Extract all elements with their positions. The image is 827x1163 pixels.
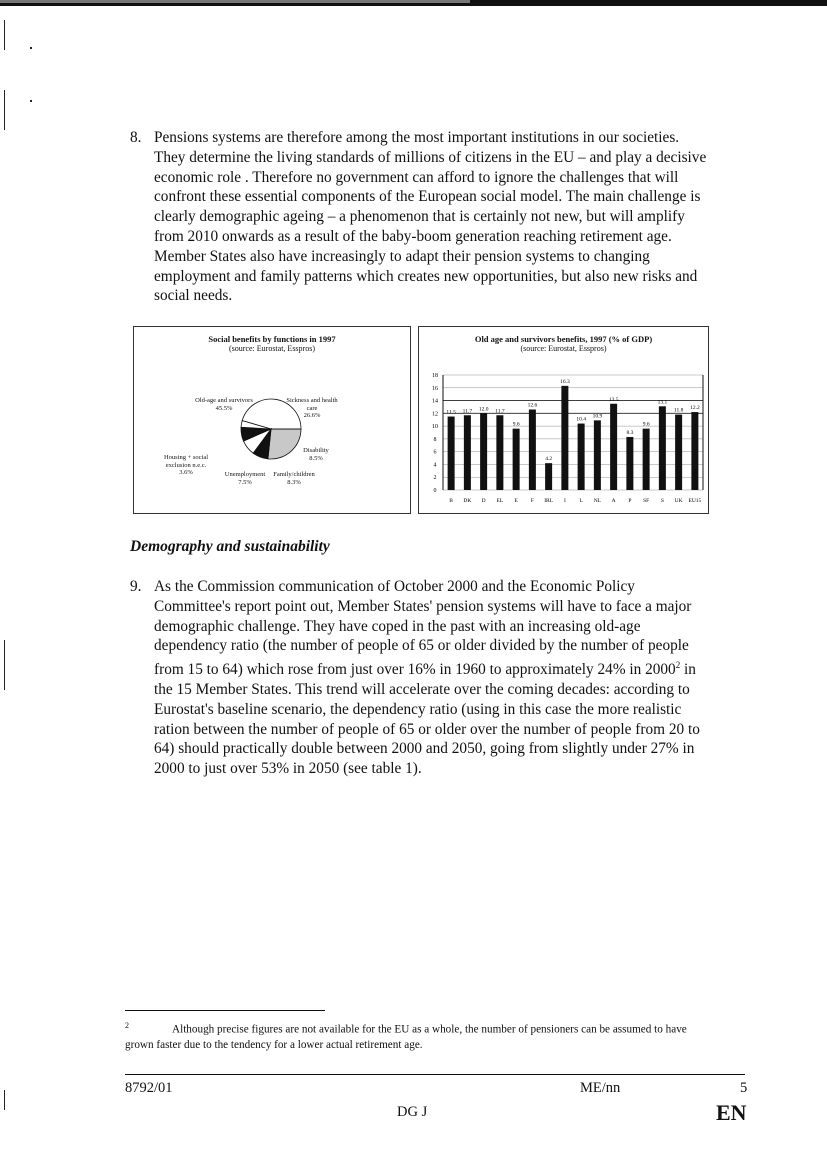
x-tick-label: P: [628, 498, 632, 504]
slice-label: Unemployment: [224, 471, 266, 478]
slice-label: Old-age and survivors: [195, 397, 253, 404]
chart-subtitle: (source: Eurostat, Esspros): [520, 344, 607, 353]
x-tick-label: UK: [674, 498, 683, 504]
bar: [675, 415, 682, 490]
y-tick-label: 2: [433, 475, 437, 482]
footnote-reference: 2: [675, 660, 681, 671]
y-tick-label: 8: [433, 436, 437, 443]
pie-label-disability: [294, 447, 338, 462]
bar: [496, 415, 503, 490]
paragraph-text-part: As the Commission communication of October 2000 and the Economic Policy Committee's report point out, Member States' pension systems will have to face a major demographic challenge. They have coped in the past with an increasing old-age dependency ratio (the number of people of 65 or older divided by the number of people from 15 to 64) which rose from just over 16% in 1960 to approximately 24% in 2000: [154, 578, 692, 679]
author-initials: ME/nn: [580, 1080, 621, 1096]
x-tick-label: SF: [643, 498, 650, 504]
pie-label-unemployment: [222, 471, 268, 486]
pie-chart: [134, 363, 410, 513]
bar-value-label: 11.8: [673, 407, 684, 414]
bar-value-label: 8.3: [626, 429, 634, 436]
slice-value: 3.6%: [179, 469, 193, 476]
y-tick-label: 16: [432, 385, 438, 392]
x-tick-label: L: [579, 498, 583, 504]
slice-label: Disability: [303, 447, 329, 454]
slice-value: 7.5%: [238, 478, 252, 486]
scan-top-border-light: [0, 0, 470, 3]
slice-label: Sickness and health care: [286, 397, 338, 412]
footnote-rule: [125, 1010, 325, 1011]
y-tick-label: 0: [433, 488, 437, 494]
x-tick-label: F: [530, 498, 534, 504]
bar: [480, 413, 487, 490]
chart-title: Old age and survivors benefits, 1997 (% of GDP): [474, 334, 653, 344]
page-number: 5: [740, 1080, 748, 1096]
x-tick-label: DK: [463, 498, 472, 504]
language-code: EN: [716, 1100, 747, 1125]
bar-value-label: 11.7: [495, 408, 505, 415]
x-tick-label: D: [481, 498, 486, 504]
footnote-text: Although precise figures are not available for the EU as a whole, the number of pensioners can be assumed to have grown faster due to the tendency for a lower actual retirement age.: [125, 1023, 687, 1052]
bar-value-label: 11.7: [462, 408, 473, 415]
bar-value-label: 12.6: [527, 402, 538, 409]
x-tick-label: B: [449, 498, 453, 504]
bar: [561, 386, 568, 490]
scan-mark: [30, 100, 32, 102]
bar: [448, 417, 455, 490]
x-tick-label: EL: [496, 498, 504, 504]
pie-label-housing: [162, 454, 210, 477]
section-heading: Demography and sustainability: [130, 538, 330, 555]
paragraph-9: [130, 577, 710, 779]
bar: [643, 429, 650, 490]
bar: [545, 463, 552, 490]
x-tick-label: A: [611, 498, 616, 504]
pie-chart-panel: [133, 326, 411, 514]
bar: [659, 406, 666, 490]
x-tick-label: NL: [593, 498, 602, 504]
paragraph-8: [130, 128, 710, 306]
footnote-mark: 2: [125, 1021, 129, 1030]
bar: [626, 437, 633, 490]
paragraph-text: [154, 577, 710, 779]
slice-value: 8.5%: [309, 454, 323, 462]
y-tick-label: 10: [432, 424, 438, 431]
scan-mark: [30, 47, 32, 49]
bar-value-label: 11.5: [446, 409, 456, 416]
slice-value: 45.5%: [215, 404, 233, 412]
bar: [529, 410, 536, 491]
x-tick-label: IRL: [544, 498, 554, 504]
pie-label-family: [264, 471, 324, 486]
scan-mark: [4, 640, 5, 690]
doc-number: 8792/01: [125, 1080, 173, 1096]
paragraph-text: Pensions systems are therefore among the most important institutions in our societies. They determine the living standards of millions of citizens in the EU – and play a decisive economic role . Therefore no government can afford to ignore the challenges that will confront these essential components of the European social model. The main challenge is clearly demographic ageing – a phenomenon that is certainly not new, but will amplify from 2010 onwards as a result of the baby-boom generation reaching retirement age. Member States also have increasingly to adapt their pension systems to changing employment and family patterns which creates new opportunities, but also new risks and social needs.: [154, 129, 707, 305]
bar: [464, 415, 471, 490]
y-tick-label: 6: [433, 449, 437, 456]
paragraph-number: 8.: [130, 129, 142, 146]
x-tick-label: E: [514, 498, 518, 504]
slice-value: 26.6%: [303, 412, 321, 419]
bar-value-label: 13.1: [657, 399, 668, 406]
bar-value-label: 10.9: [592, 413, 603, 420]
bar-value-label: 16.3: [560, 378, 570, 385]
scan-mark: [4, 1090, 5, 1110]
y-tick-label: 18: [432, 373, 438, 379]
paragraph-number: 9.: [130, 578, 142, 595]
bar-value-label: 12.0: [478, 406, 489, 413]
bar: [610, 404, 617, 490]
bar-value-label: 4.2: [545, 456, 553, 463]
y-tick-label: 14: [432, 398, 438, 405]
bar: [578, 424, 585, 490]
slice-label: Family/children: [273, 471, 315, 478]
directorate: DG J: [397, 1104, 428, 1120]
x-tick-label: S: [660, 498, 664, 504]
y-tick-label: 12: [432, 411, 438, 418]
x-tick-label: I: [563, 498, 566, 504]
slice-value: 8.3%: [287, 478, 301, 486]
bar-value-label: 9.6: [642, 421, 650, 428]
chart-title: Social benefits by functions in 1997: [208, 334, 336, 344]
bar: [691, 412, 698, 490]
paragraph-text-part: in the 15 Member States. This trend will accelerate over the coming decades: according to Eurostat's baseline scenario, the dependency ratio (using in this case the more realistic ration between the number of people of 65 or older over the number of people from 20 to 64) should practically double between 2000 and 2050, going from slightly under 27% in 2000 to just over 53% in 2050 (see table 1).: [154, 661, 700, 778]
bar: [513, 429, 520, 490]
scan-mark: [4, 20, 5, 50]
bar-chart-panel: [418, 326, 709, 514]
pie-label-sickness: [282, 397, 342, 420]
bar-value-label: 9.6: [512, 421, 520, 428]
bar-chart: [419, 363, 708, 513]
y-tick-label: 4: [433, 462, 437, 469]
bar-value-label: 10.4: [576, 416, 586, 423]
pie-label-old-age: [192, 397, 256, 412]
footnote: [125, 1018, 715, 1054]
bar-value-label: 13.5: [608, 396, 619, 403]
chart-subtitle: (source: Eurostat, Esspros): [229, 344, 315, 353]
x-tick-label: EU15: [688, 498, 702, 504]
slice-label: Housing + social exclusion n.e.c.: [163, 454, 209, 469]
footer-rule: [125, 1074, 745, 1075]
scan-mark: [4, 90, 5, 130]
bar: [594, 420, 601, 490]
bar-value-label: 12.2: [690, 405, 700, 412]
